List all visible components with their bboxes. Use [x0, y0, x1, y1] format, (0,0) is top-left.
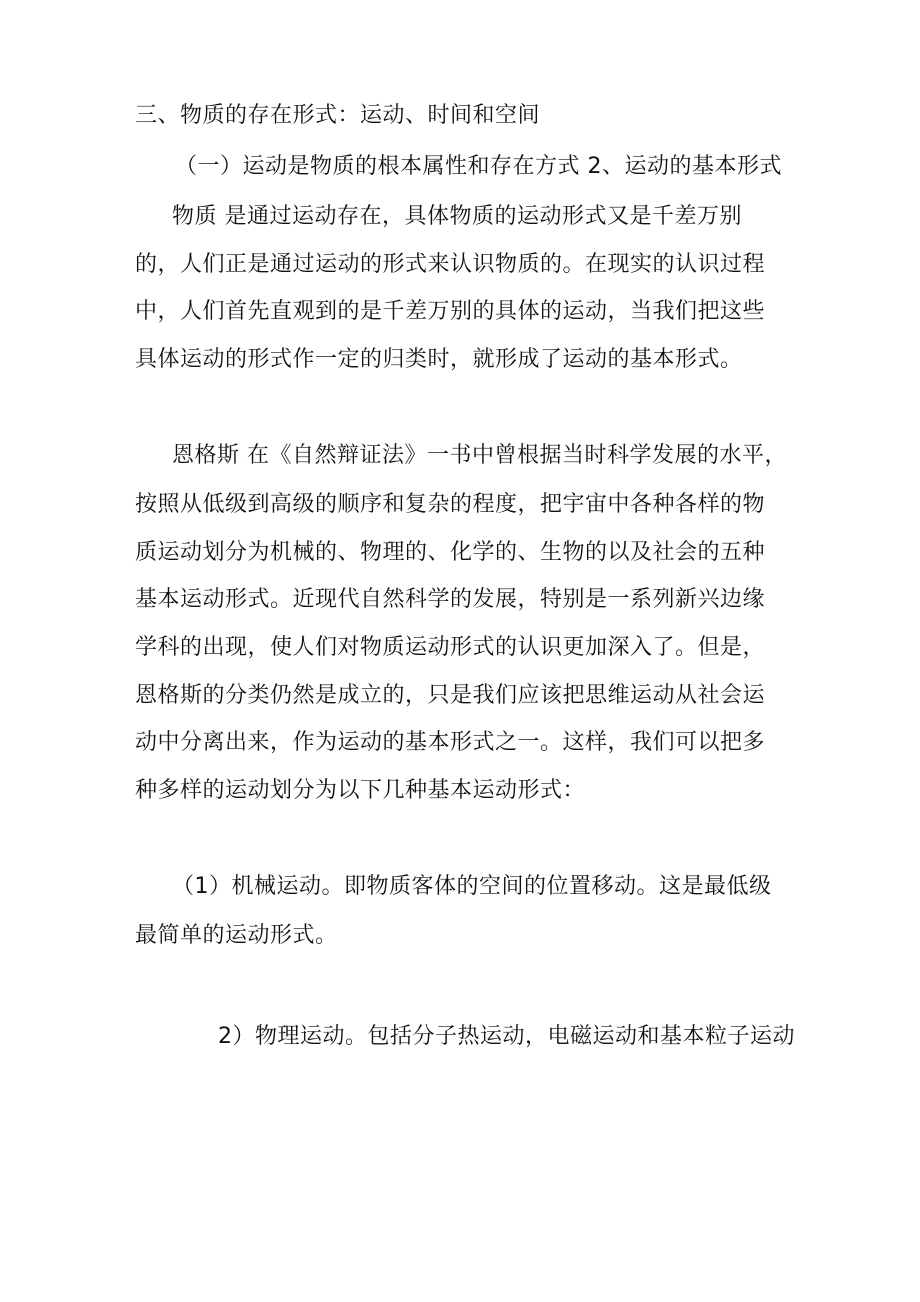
paragraph-line: 恩格斯 在《自然辩证法》一书中曾根据当时科学发展的水平， [172, 443, 787, 468]
paragraph-line: 中，人们首先直观到的是千差万别的具体的运动，当我们把这些 [135, 299, 766, 324]
paragraph-line: 的，人们正是通过运动的形式来认识物质的。在现实的认识过程 [135, 252, 766, 277]
paragraph-line: 最简单的运动形式。 [135, 923, 338, 948]
paragraph-line: 具体运动的形式作一定的归类时，就形成了运动的基本形式。 [135, 347, 743, 372]
paragraph-line: 物质 是通过运动存在，具体物质的运动形式又是千差万别 [172, 204, 742, 229]
paragraph-line: 学科的出现，使人们对物质运动形式的认识更加深入了。但是， [135, 635, 766, 660]
paragraph-line: 按照从低级到高级的顺序和复杂的程度，把宇宙中各种各样的物 [135, 492, 766, 517]
paragraph-line: 种多样的运动划分为以下几种基本运动形式： [135, 778, 586, 803]
list-item-physical-motion: 2）物理运动。包括分子热运动，电磁运动和基本粒子运动 [218, 1024, 795, 1049]
subsection-heading: （一）运动是物质的根本属性和存在方式 2、运动的基本形式 [175, 154, 782, 179]
section-heading: 三、物质的存在形式：运动、时间和空间 [135, 103, 541, 128]
paragraph-line: （1）机械运动。即物质客体的空间的位置移动。这是最低级 [172, 874, 772, 899]
paragraph-line: 基本运动形式。近现代自然科学的发展，特别是一系列新兴边缘 [135, 587, 766, 612]
paragraph-line: 质运动划分为机械的、物理的、化学的、生物的以及社会的五种 [135, 540, 766, 565]
paragraph-line: 动中分离出来，作为运动的基本形式之一。这样，我们可以把多 [135, 730, 766, 755]
paragraph-line: 恩格斯的分类仍然是成立的，只是我们应该把思维运动从社会运 [135, 683, 766, 708]
